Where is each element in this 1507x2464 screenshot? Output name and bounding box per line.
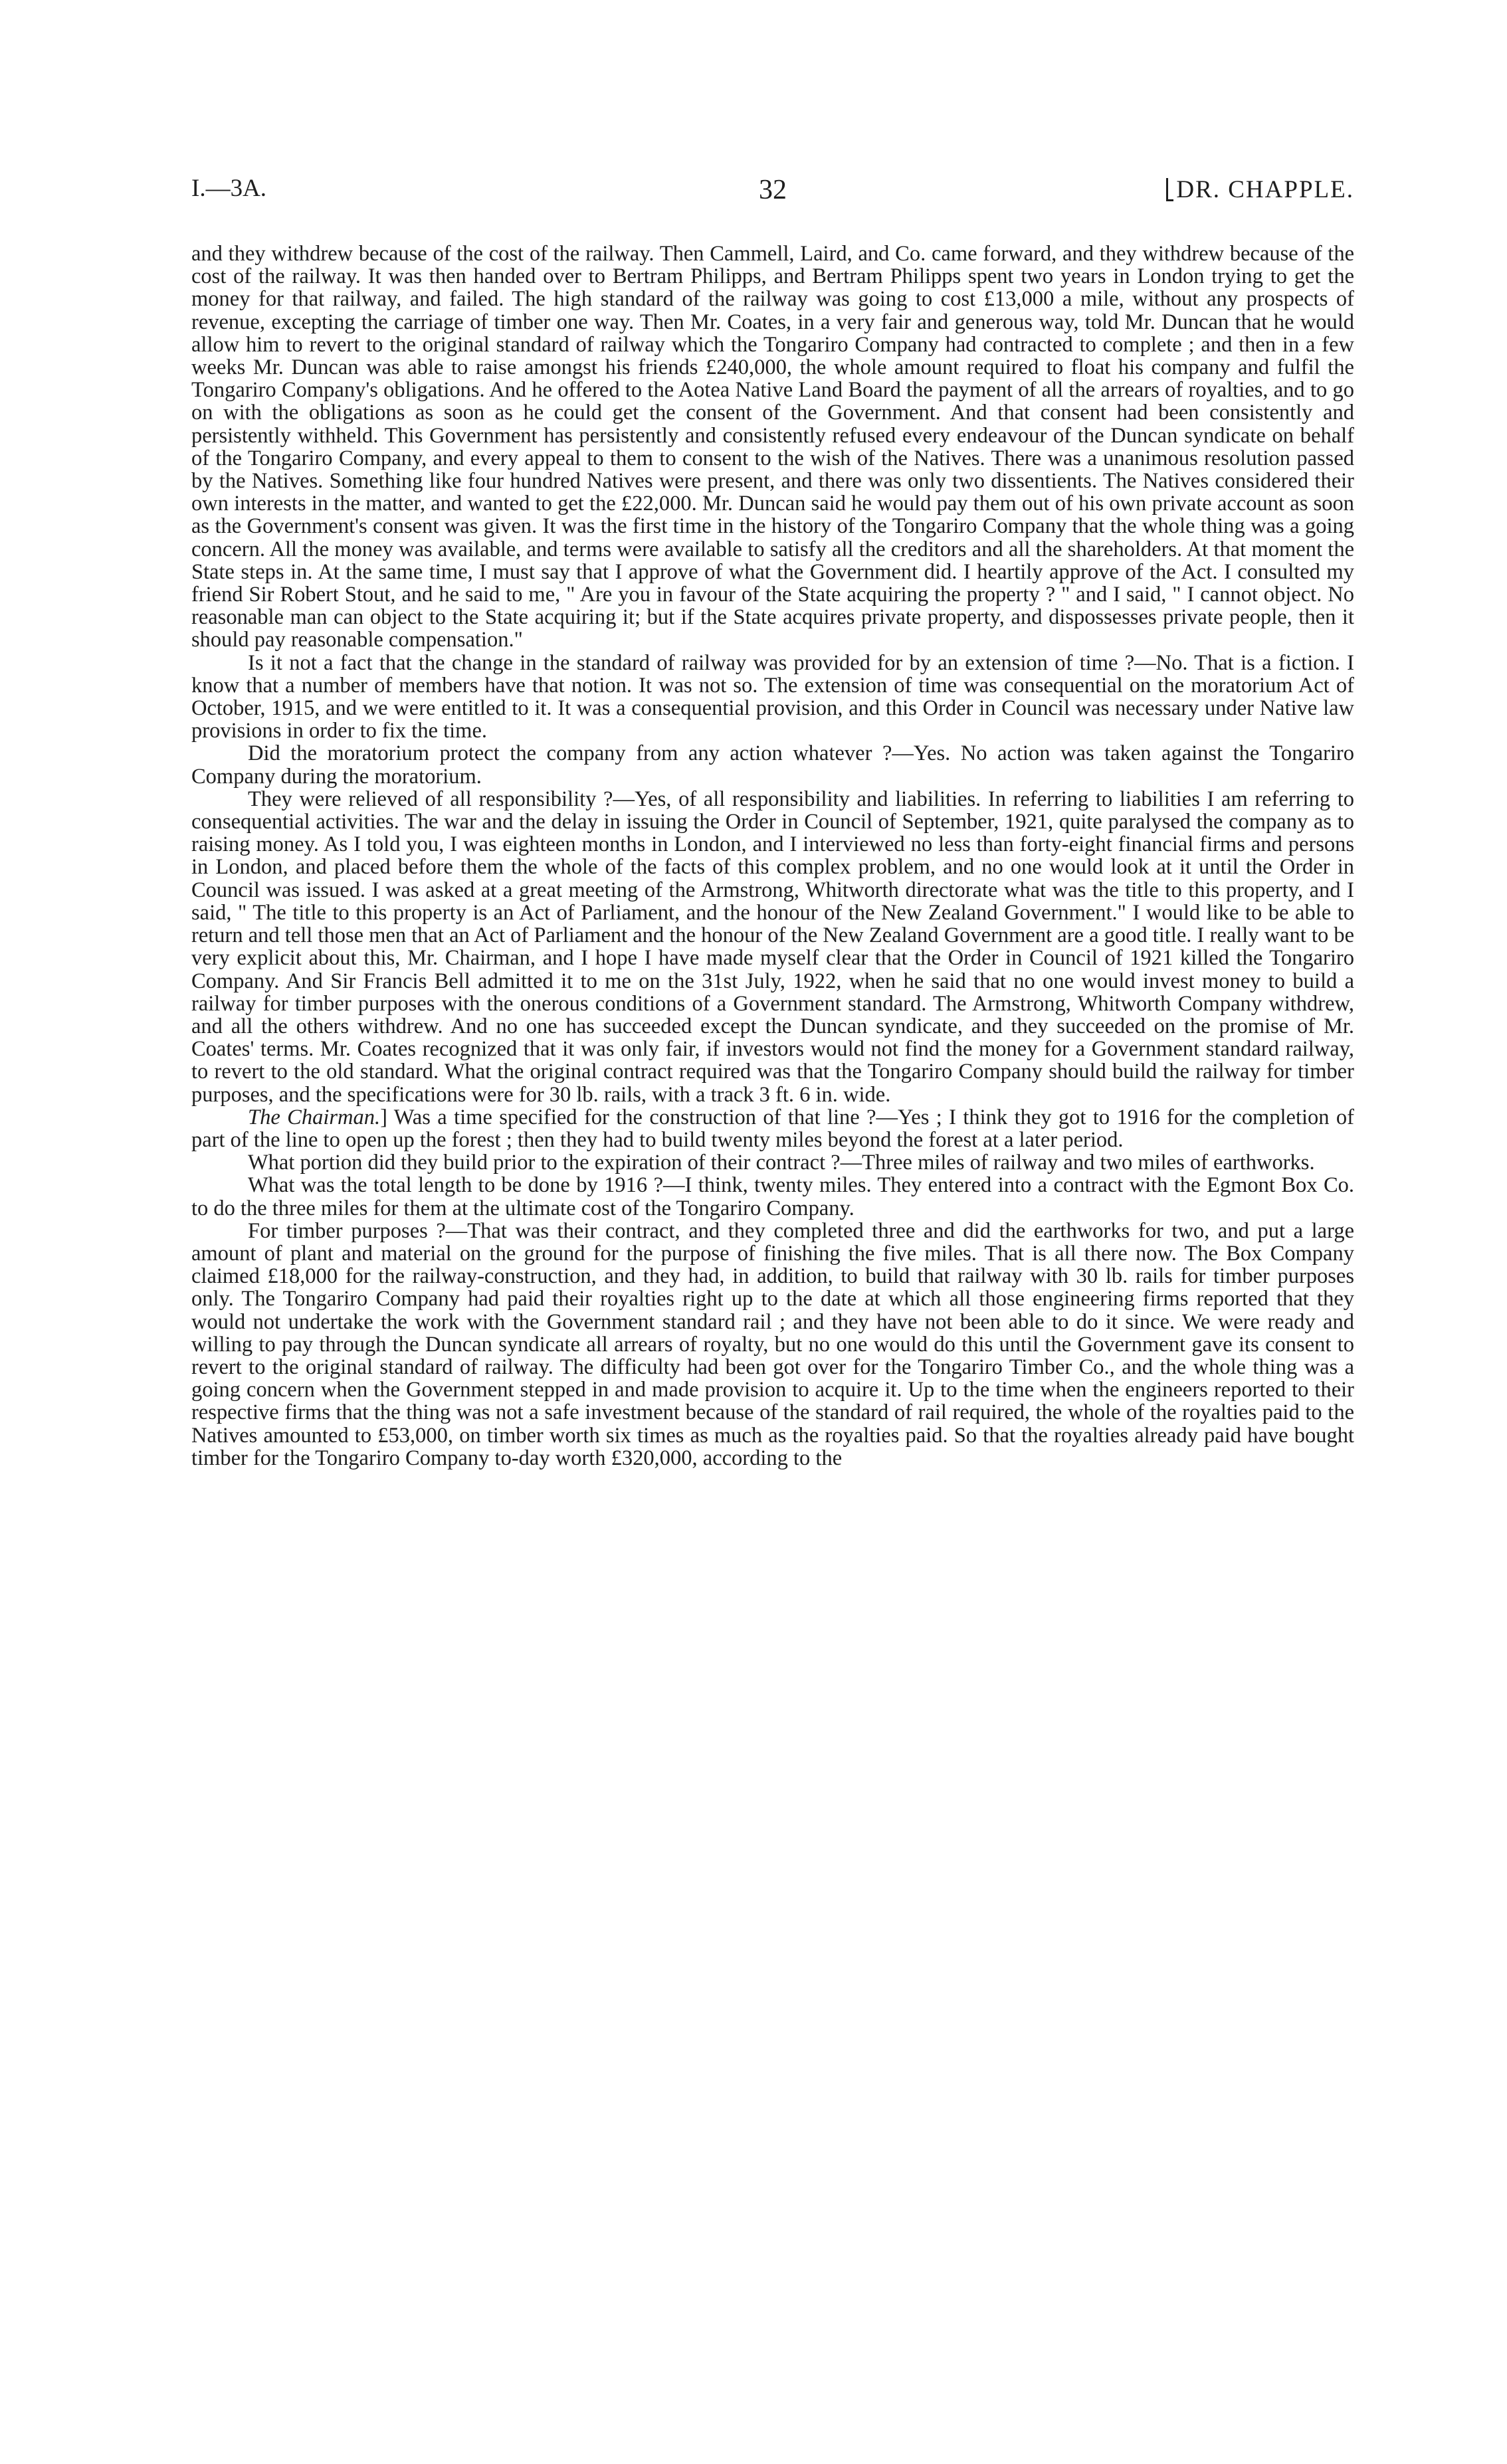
- report-reference: I.—3A.: [191, 175, 267, 202]
- page-header: [191, 174, 1354, 214]
- speaker-heading: [1166, 175, 1354, 204]
- paragraph-4: They were relieved of all responsibility ?—Yes, of all responsibility and liabilities. In referring to liabilities I am referring to consequential activities. The war and the delay in issuing the Order in Council of September, 1921, quite paralysed the company as to raising money. As I told you, I was eighteen months in London, and I interviewed no less than forty-eight financial firms and persons in London, and placed before them the whole of the facts of this complex problem, and no one would look at it until the Order in Council was issued. I was asked at a great meeting of the Armstrong, Whitworth directorate what was the title to this property, and I said, " The title to this property is an Act of Parliament, and the honour of the New Zealand Government." I would like to be able to return and tell those men that an Act of Parliament and the honour of the New Zealand Government are a good title. I really want to be very explicit about this, Mr. Chairman, and I hope I have made myself clear that the Order in Council of 1921 killed the Tongariro Company. And Sir Francis Bell admitted it to me on the 31st July, 1922, when he said that no one would invest money to build a railway for timber purposes with the onerous conditions of a Government standard. The Armstrong, Whitworth Company withdrew, and all the others withdrew. And no one has succeeded except the Duncan syndicate, and they succeeded on the promise of Mr. Coates' terms. Mr. Coates recognized that it was only fair, if investors would not find the money for a Government standard railway, to revert to the old standard. What the original contract required was that the Tongariro Company should build the railway for timber purposes, and the specifications were for 30 lb. rails, with a track 3 ft. 6 in. wide.: [191, 787, 1354, 1107]
- body-text: [191, 242, 1354, 1469]
- paragraph-7: What was the total length to be done by 1916 ?—I think, twenty miles. They entered into a contract with the Egmont Box Co. to do the three miles for them at the ultimate cost of the Tongariro Company.: [191, 1173, 1354, 1220]
- paragraph-5: [191, 1106, 1354, 1151]
- paragraph-5-text: ] Was a time specified for the construction of that line ?—Yes ; I think they got to 1916 for the completion of part of the line to open up the forest ; then they had to build twenty miles beyond the forest at a later period.: [191, 1105, 1354, 1152]
- paragraph-8: For timber purposes ?—That was their contract, and they completed three and did the earthworks for two, and put a large amount of plant and material on the ground for the purpose of finishing the five miles. That is all there now. The Box Company claimed £18,000 for the railway-construction, and they had, in addition, to build that railway with 30 lb. rails for timber purposes only. The Tongariro Company had paid their royalties right up to the date at which all those engineering firms reported that they would not undertake the work with the Government standard rail ; and they have not been able to do it since. We were ready and willing to pay through the Duncan syndicate all arrears of royalty, but no one would do this until the Government gave its consent to revert to the original standard of railway. The difficulty had been got over for the Tongariro Timber Co., and the whole thing was a going concern when the Government stepped in and made provision to acquire it. Up to the time when the engineers reported to their respective firms that the thing was not a safe investment because of the standard of rail required, the whole of the royalties paid to the Natives amounted to £53,000, on timber worth six times as much as the royalties paid. So that the royalties already paid have bought timber for the Tongariro Company to-day worth £320,000, according to the: [191, 1218, 1354, 1470]
- bracket-mark: [1166, 178, 1173, 201]
- paragraph-6: What portion did they build prior to the expiration of their contract ?—Three miles of railway and two miles of earthworks.: [248, 1151, 1315, 1175]
- paragraph-1: and they withdrew because of the cost of the railway. Then Cammell, Laird, and Co. came forward, and they withdrew because of the cost of the railway. It was then handed over to Bertram Philipps, and Bertram Philipps spent two years in London trying to get the money for that railway, and failed. The high standard of the railway was going to cost £13,000 a mile, without any prospects of revenue, excepting the carriage of timber one way. Then Mr. Coates, in a very fair and generous way, told Mr. Duncan that he would allow him to revert to the original standard of railway which the Tongariro Company had contracted to complete ; and then in a few weeks Mr. Duncan was able to raise amongst his friends £240,000, the whole amount required to float his company and fulfil the Tongariro Company's obligations. And he offered to the Aotea Native Land Board the payment of all the arrears of royalties, and to go on with the obligations as soon as he could get the consent of the Government. And that consent had been consistently and persistently withheld. This Government has persistently and consistently refused every endeavour of the Duncan syndicate on behalf of the Tongariro Company, and every appeal to them to consent to the wish of the Natives. There was a unanimous resolution passed by the Natives. Something like four hundred Natives were present, and there was only two dissentients. The Natives considered their own interests in the matter, and wanted to get the £22,000. Mr. Duncan said he would pay them out of his own private account as soon as the Government's consent was given. It was the first time in the history of the Tongariro Company that the whole thing was a going concern. All the money was available, and terms were available to satisfy all the creditors and all the shareholders. At that moment the State steps in. At the same time, I must say that I approve of what the Government did. I heartily approve of the Act. I consulted my friend Sir Robert Stout, and he said to me, " Are you in favour of the State acquiring the property ? " and I said, " I cannot object. No reasonable man can object to the State acquiring it; but if the State acquires private property, and dispossesses private people, then it should pay reasonable compensation.": [191, 242, 1354, 652]
- paragraph-3: Did the moratorium protect the company from any action whatever ?—Yes. No action was taken against the Tongariro Company during the moratorium.: [191, 741, 1354, 789]
- speaker-label: The Chairman.: [248, 1105, 381, 1129]
- page-number: 32: [759, 175, 787, 205]
- speaker-heading-label: DR. CHAPPLE.: [1176, 176, 1354, 203]
- paragraph-2: Is it not a fact that the change in the standard of railway was provided for by an extension of time ?—No. That is a fiction. I know that a number of members have that notion. It was not so. The extension of time was consequential on the moratorium Act of October, 1915, and we were entitled to it. It was a consequential provision, and this Order in Council was necessary under Native law provisions in order to fix the time.: [191, 650, 1354, 743]
